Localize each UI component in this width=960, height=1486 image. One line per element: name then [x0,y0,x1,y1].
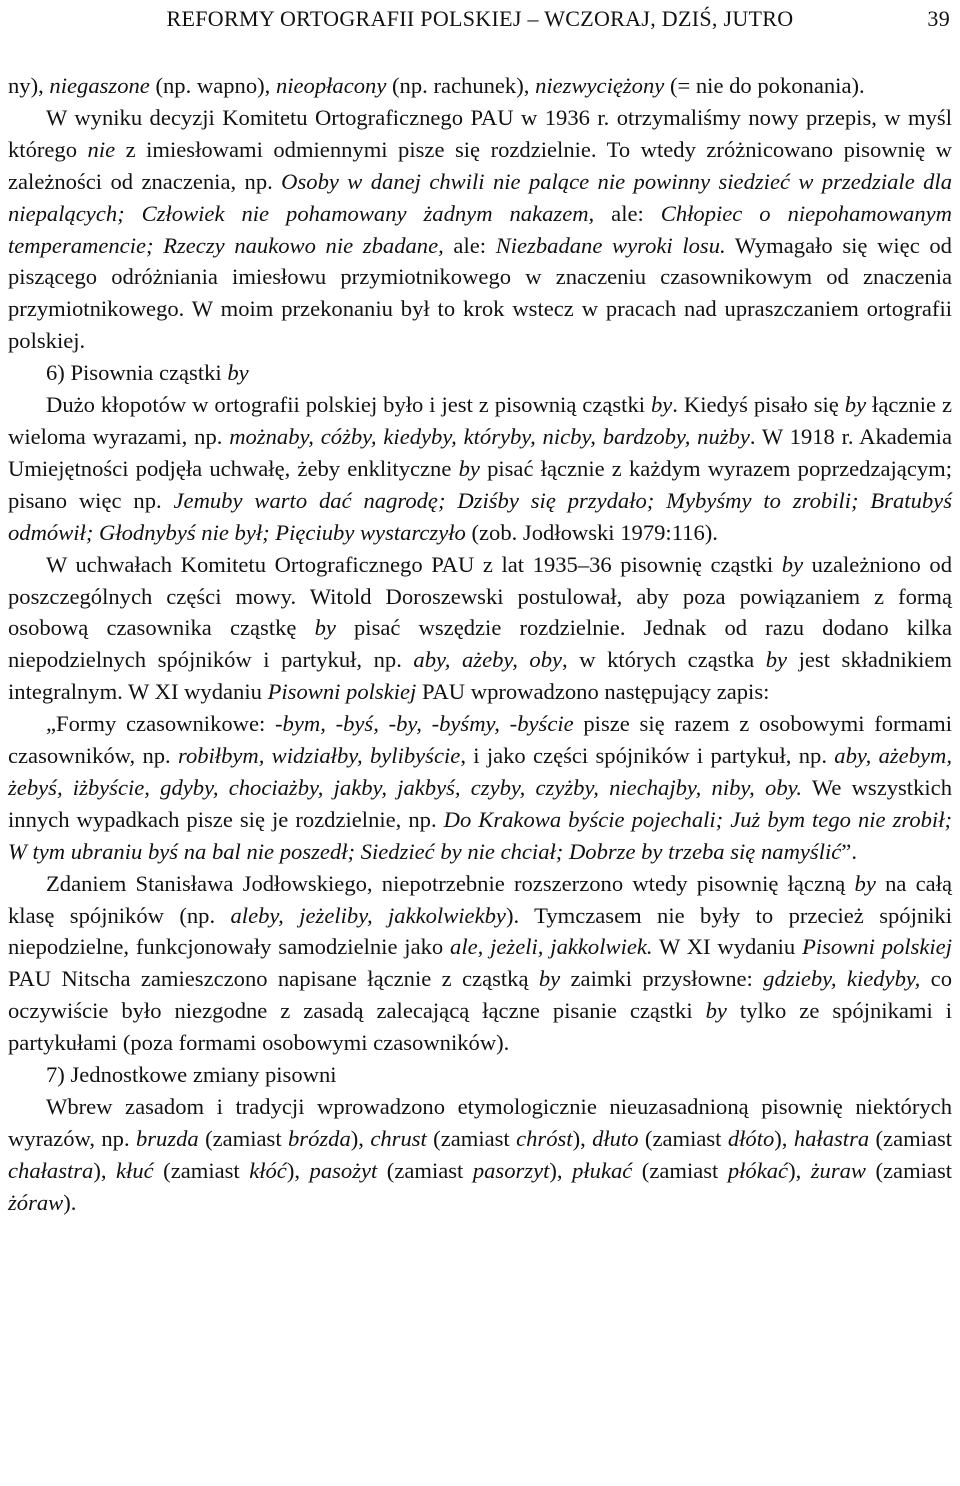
text-run: z imiesłowami odmiennymi pisze się rozdzielnie. To wtedy zróżnicowano pisownię w zależności od znaczenia, np. [8,136,952,194]
text-run: ). Tymczasem nie były to przecież spójniki niepodzielne, funkcjonowały samodzielnie jako [8,902,952,960]
text-run: (zamiast [638,1125,728,1151]
italic-text: by [854,870,876,896]
text-run: W XI wydaniu [652,934,803,960]
text-run: ), [774,1125,794,1151]
italic-text: aby, ażeby, oby [413,647,563,673]
text-run: ), [93,1157,117,1183]
text-run: Dużo kłopotów w ortografii polskiej było i jest z pisownią cząstki [46,392,651,418]
italic-text: kłuć [116,1157,154,1183]
italic-text: by [314,615,336,641]
text-run: (zamiast [869,1125,953,1151]
italic-text: by [538,966,561,992]
text-run: (= nie do pokonania). [664,73,865,98]
text-run: (zamiast [426,1125,517,1151]
italic-text: żóraw [8,1189,64,1215]
italic-text: płukać [572,1157,633,1183]
italic-text: -bym, -byś, -by, -byśmy, -byście [275,711,574,737]
italic-text: płókać [727,1157,789,1183]
italic-text: Chłopiec o niepohamowanym temperamencie; Rzeczy naukowo nie zbadane, [8,200,952,258]
italic-text: chałastra [8,1157,94,1183]
paragraph [8,708,952,868]
text-run: „Formy czasownikowe: [46,711,276,737]
text-run: W wyniku decyzji Komitetu Ortograficznego PAU w 1936 r. otrzymaliśmy nowy przepis, w myśl którego [8,104,952,162]
italic-text: by [458,455,480,481]
italic-text: nieopłacony [275,73,387,98]
text-run: PAU Nitscha zamieszczono napisane łącznie z cząstką [8,966,539,992]
text-run: łącznie z wieloma wyrazami, np. [8,392,952,449]
italic-text: niegaszone [49,73,150,98]
text-run: ”. [841,838,857,864]
text-run: We wszystkich innych wypadkach pisze się je rozdzielnie, np. [8,774,952,832]
italic-text: pasorzyt [472,1157,550,1183]
text-run: ). [63,1189,77,1215]
italic-text: niezwyciężony [535,73,665,98]
italic-text: kłóć [249,1157,287,1183]
italic-text: by [650,392,673,418]
text-run: zaimki przysłowne: [560,966,764,992]
text-run: tylko ze spójnikami i partykułami (poza formami osobowymi czasowników). [8,998,952,1056]
running-header [8,0,952,44]
italic-text: gdzieby, kiedyby, [763,966,921,992]
text-run: . Kiedyś pisało się [672,392,845,418]
text-run: 6) Pisownia cząstki [46,360,228,386]
text-run: , i jako części spójników i partykuł, np. [460,743,835,769]
text-run: co oczywiście było niezgodne z zasadą zalecającą łączne pisanie cząstki [8,966,953,1024]
italic-text: pasożyt [309,1157,378,1183]
text-run: Wymagało się więc od piszącego odróżniania imiesłowu przymiotnikowego w znaczeniu czasownikowym od znaczenia przymiotnikowego. W moim przekonaniu był to krok wstecz w pracach nad upraszczaniem ortografii polskiej. [8,232,952,354]
paragraph [8,549,952,709]
italic-text: by [705,998,727,1024]
italic-text: by [227,360,249,386]
text-run: (zamiast [198,1125,288,1151]
text-run: (np. rachunek), [386,73,536,98]
text-run: jest składnikiem integralnym. W XI wydaniu [8,647,952,705]
page-number: 39 [927,6,950,31]
italic-text: nie [87,136,116,162]
text-run: PAU wprowadzono następujący zapis: [416,679,770,705]
italic-text: Jemuby warto dać nagrodę; Dziśby się przydało; Mybyśmy to zrobili; Bratubyś odmówił; Głodnybyś nie był; Pięciuby wystarczyło [8,487,952,545]
italic-text: robiłbym, widziałby, bylibyście [177,743,461,769]
paragraph [8,868,952,1059]
italic-text: Do Krakowa byście pojechali; Już bym tego nie zrobił; W tym ubraniu byś na bal nie poszedł; Siedzieć by nie chciał; Dobrze by trzeba się namyślić [8,806,952,864]
text-run: ), [572,1125,593,1151]
text-run: pisać wszędzie rozdzielnie. Jednak od razu dodano kilka niepodzielnych spójników i partykuł, np. [8,615,952,673]
italic-text: Pisowni polskiej [267,679,417,705]
text-run: W uchwałach Komitetu Ortograficznego PAU z lat 1935–36 pisownię cząstki [46,551,782,577]
italic-text: aby, ażebym, żebyś, iżbyście, gdyby, chociażby, jakby, jakbyś, czyby, czyżby, niechajby, niby, oby. [8,743,952,800]
text-run: pisze się razem z osobowymi formami czasowników, np. [8,711,952,769]
text-run: ), [549,1157,573,1183]
italic-text: Osoby w danej chwili nie palące nie powinny siedzieć w przedziale dla niepalących; Człowiek nie pohamowany żadnym nakazem, [8,168,952,226]
italic-text: by [765,647,788,673]
paragraph [8,389,952,549]
italic-text: by [781,551,804,577]
text-run: 7) Jednostkowe zmiany pisowni [46,1062,337,1088]
body-text [8,70,952,1219]
italic-text: aleby, jeżeliby, jakkolwiekby [230,902,506,928]
paragraph [8,1091,952,1219]
text-run: ale: [594,200,661,226]
text-run: ), [286,1157,310,1183]
text-run: . W 1918 r. Akademia Umiejętności podjęła uchwałę, żeby enklityczne [8,423,952,481]
text-run: Zdaniem Stanisława Jodłowskiego, niepotrzebnie rozszerzono wtedy pisownię łączną [46,870,855,896]
text-run: (zamiast [153,1157,250,1183]
italic-text: dłóto [727,1125,775,1151]
italic-text: by [844,392,867,418]
running-header-title: REFORMY ORTOGRAFII POLSKIEJ – WCZORAJ, DZIŚ, JUTRO [166,6,794,31]
italic-text: hałastra [793,1125,870,1151]
text-run: ), [350,1125,371,1151]
text-run: (zamiast [377,1157,473,1183]
text-run: pisać łącznie z każdym wyrazem poprzedzającym; pisano więc np. [8,455,952,513]
italic-text: Niezbadane wyroki losu. [495,232,726,258]
text-run: ale: [443,232,496,258]
italic-text: brózda [288,1125,351,1151]
text-run: Wbrew zasadom i tradycji wprowadzono etymologicznie nieuzasadnioną pisownię niektórych wyrazów, np. [8,1094,952,1151]
text-run: (zob. Jodłowski 1979:116). [465,519,718,545]
text-run: uzależniono od poszczególnych części mowy. Witold Doroszewski postulował, aby poza powiązaniem z formą osobową czasownika cząstkę [8,551,952,641]
italic-text: Pisowni polskiej [802,934,952,960]
text-run: (zamiast [632,1157,728,1183]
italic-text: chrust [370,1125,427,1151]
italic-text: dłuto [592,1125,639,1151]
text-run: na całą klasę spójników (np. [8,870,953,928]
italic-text: żuraw [810,1157,866,1183]
text-run: ny), [8,73,50,98]
italic-text: chróst [516,1125,573,1151]
italic-text: możnaby, cóżby, kiedyby, któryby, nicby, bardzoby, nużby [229,423,750,449]
italic-text: ale, jeżeli, jakkolwiek. [450,934,653,960]
text-run: (np. wapno), [149,73,276,98]
text-run: , w których cząstka [562,647,766,673]
italic-text: bruzda [135,1125,199,1151]
section-heading [8,357,952,389]
paragraph [8,102,952,357]
text-run: (zamiast [866,1157,953,1183]
paragraph [8,70,952,102]
section-heading [8,1059,952,1091]
text-run: ), [788,1157,811,1183]
